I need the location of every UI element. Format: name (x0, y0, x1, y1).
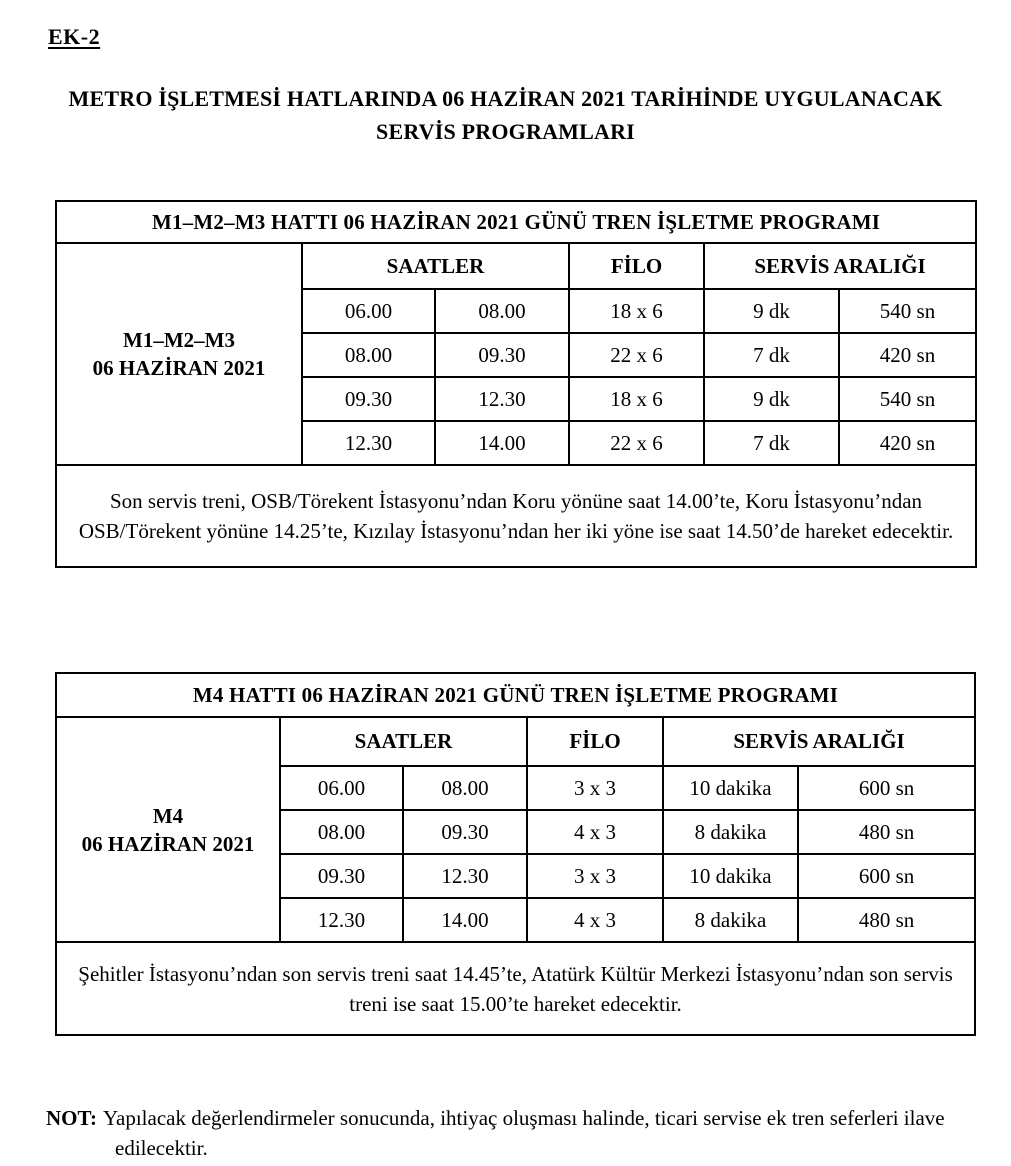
cell-interval-minutes: 10 dakika (663, 854, 798, 898)
header-saatler: SAATLER (280, 717, 527, 766)
cell-interval-seconds: 480 sn (798, 898, 975, 942)
cell-fleet: 22 x 6 (569, 333, 704, 377)
cell-end-time: 08.00 (403, 766, 527, 810)
m1-m2-m3-schedule-table (55, 200, 977, 568)
m4-schedule-table (55, 672, 976, 1036)
cell-start-time: 12.30 (302, 421, 435, 465)
cell-interval-seconds: 600 sn (798, 854, 975, 898)
cell-interval-minutes: 8 dakika (663, 898, 798, 942)
cell-fleet: 4 x 3 (527, 898, 663, 942)
cell-interval-minutes: 10 dakika (663, 766, 798, 810)
row-group-label (56, 717, 280, 942)
header-servis-araligi: SERVİS ARALIĞI (663, 717, 975, 766)
cell-start-time: 06.00 (302, 289, 435, 333)
header-filo: FİLO (527, 717, 663, 766)
cell-start-time: 12.30 (280, 898, 403, 942)
table-title: M4 HATTI 06 HAZİRAN 2021 GÜNÜ TREN İŞLETME PROGRAMI (56, 673, 975, 717)
footnote-text: Yapılacak değerlendirmeler sonucunda, ihtiyaç oluşması halinde, ticari servise ek tren seferleri ilave edilecektir. (102, 1106, 945, 1160)
cell-fleet: 18 x 6 (569, 377, 704, 421)
attachment-label: EK-2 (48, 24, 101, 49)
header-servis-araligi: SERVİS ARALIĞI (704, 243, 976, 289)
table-note: Son servis treni, OSB/Törekent İstasyonu’ndan Koru yönüne saat 14.00’te, Koru İstasyonu’ndan OSB/Törekent yönüne 14.25’te, Kızılay İstasyonu’ndan her iki yöne ise saat 14.50’de hareket edecektir. (56, 465, 976, 567)
cell-interval-minutes: 7 dk (704, 333, 839, 377)
cell-fleet: 4 x 3 (527, 810, 663, 854)
row-group-label (56, 243, 302, 465)
cell-start-time: 08.00 (302, 333, 435, 377)
row-group-label-line-2: 06 HAZİRAN 2021 (92, 356, 266, 380)
cell-fleet: 18 x 6 (569, 289, 704, 333)
cell-interval-minutes: 7 dk (704, 421, 839, 465)
cell-interval-minutes: 8 dakika (663, 810, 798, 854)
cell-fleet: 22 x 6 (569, 421, 704, 465)
document-title-line-1: METRO İŞLETMESİ HATLARINDA 06 HAZİRAN 2021 TARİHİNDE UYGULANACAK (68, 86, 943, 111)
cell-end-time: 14.00 (435, 421, 569, 465)
cell-interval-minutes: 9 dk (704, 377, 839, 421)
cell-end-time: 14.00 (403, 898, 527, 942)
cell-interval-minutes: 9 dk (704, 289, 839, 333)
cell-interval-seconds: 540 sn (839, 377, 976, 421)
cell-start-time: 09.30 (280, 854, 403, 898)
document-title (0, 82, 1011, 148)
cell-interval-seconds: 540 sn (839, 289, 976, 333)
cell-interval-seconds: 420 sn (839, 333, 976, 377)
cell-start-time: 08.00 (280, 810, 403, 854)
cell-end-time: 09.30 (403, 810, 527, 854)
footnote (46, 1103, 951, 1163)
cell-interval-seconds: 420 sn (839, 421, 976, 465)
cell-interval-seconds: 480 sn (798, 810, 975, 854)
row-group-label-line-1: M4 (152, 803, 184, 828)
cell-fleet: 3 x 3 (527, 766, 663, 810)
cell-fleet: 3 x 3 (527, 854, 663, 898)
header-saatler: SAATLER (302, 243, 569, 289)
cell-end-time: 12.30 (403, 854, 527, 898)
header-filo: FİLO (569, 243, 704, 289)
cell-end-time: 09.30 (435, 333, 569, 377)
table-title: M1–M2–M3 HATTI 06 HAZİRAN 2021 GÜNÜ TREN İŞLETME PROGRAMI (56, 201, 976, 243)
row-group-label-line-2: 06 HAZİRAN 2021 (81, 831, 255, 856)
footnote-label: NOT: (46, 1106, 97, 1130)
cell-interval-seconds: 600 sn (798, 766, 975, 810)
cell-start-time: 09.30 (302, 377, 435, 421)
cell-start-time: 06.00 (280, 766, 403, 810)
document-title-line-2: SERVİS PROGRAMLARI (376, 119, 635, 144)
cell-end-time: 08.00 (435, 289, 569, 333)
cell-end-time: 12.30 (435, 377, 569, 421)
row-group-label-line-1: M1–M2–M3 (123, 328, 235, 352)
table-note: Şehitler İstasyonu’ndan son servis treni saat 14.45’te, Atatürk Kültür Merkezi İstasyonu’ndan son servis treni ise saat 15.00’te hareket edecektir. (56, 942, 975, 1035)
